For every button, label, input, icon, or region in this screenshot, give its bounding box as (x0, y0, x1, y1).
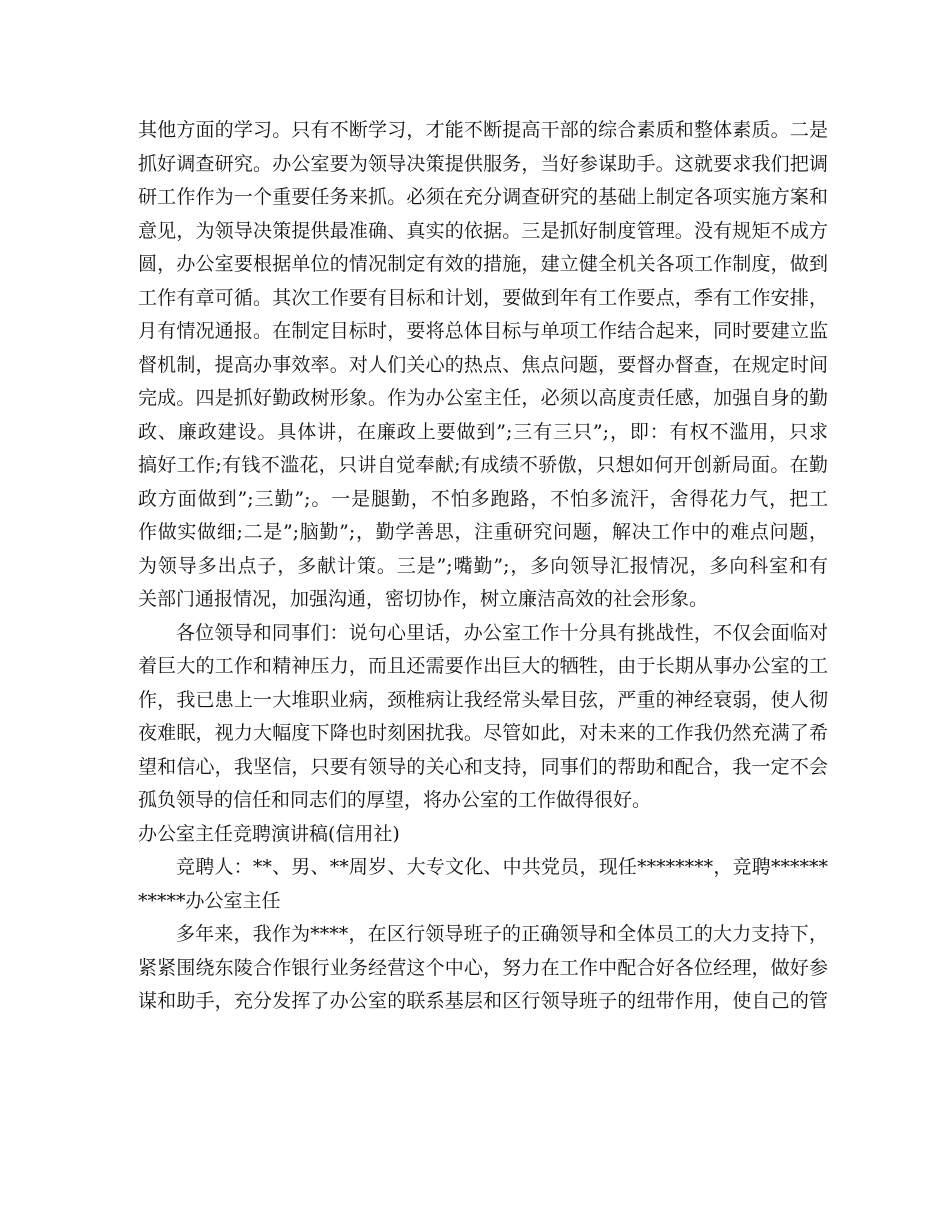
text-line: 工作有章可循。其次工作要有目标和计划，要做到年有工作要点，季有工作安排， (138, 286, 828, 309)
text-line: 紧紧围绕东陵合作银行业务经营这个中心，努力在工作中配合好各位经理，做好参 (138, 956, 828, 979)
text-line: 望和信心，我坚信，只要有领导的关心和支持，同事们的帮助和配合，我一定不会 (138, 755, 828, 778)
paragraph-candidate-info (138, 851, 828, 918)
text-line: *****办公室主任 (138, 889, 281, 912)
text-line: 月有情况通报。在制定目标时，要将总体目标与单项工作结合起来，同时要建立监 (138, 320, 828, 342)
paragraph-closing-remarks (138, 617, 828, 818)
text-line: 孤负领导的信任和同志们的厚望，将办公室的工作做得很好。 (138, 789, 652, 811)
text-line: 谋和助手，充分发挥了办公室的联系基层和区行领导班子的纽带作用，使自己的管 (138, 990, 828, 1012)
text-line: 各位领导和同事们：说句心里话，办公室工作十分具有挑战性，不仅会面临对 (176, 621, 828, 644)
text-line: 意见，为领导决策提供最准确、真实的依据。三是抓好制度管理。没有规矩不成方 (138, 219, 828, 242)
text-line: 督机制，提高办事效率。对人们关心的热点、焦点问题，要督办督查，在规定时间 (138, 353, 828, 376)
paragraph-work-methods (138, 114, 828, 617)
text-line: 政、廉政建设。具体讲，在廉政上要做到”;三有三只”;，即：有权不滥用，只求 (138, 420, 828, 443)
text-line: 搞好工作;有钱不滥花，只讲自觉奉献;有成绩不骄傲，只想如何开创新局面。在勤 (138, 454, 828, 476)
text-line: 为领导多出点子，多献计策。三是”;嘴勤”;，多向领导汇报情况，多向科室和有 (138, 554, 828, 577)
text-line: 多年来，我作为****，在区行领导班子的正确领导和全体员工的大力支持下， (176, 923, 828, 945)
text-line: 其他方面的学习。只有不断学习，才能不断提高干部的综合素质和整体素质。二是 (138, 119, 828, 141)
text-line: 关部门通报情况，加强沟通，密切协作，树立廉洁高效的社会形象。 (138, 588, 709, 610)
document-body (138, 114, 828, 1019)
text-line: 夜难眠，视力大幅度下降也时刻困扰我。尽管如此，对未来的工作我仍然充满了希 (138, 722, 828, 744)
text-line: 作，我已患上一大堆职业病，颈椎病让我经常头晕目弦，严重的神经衰弱，使人彻 (138, 688, 828, 711)
text-line: 抓好调查研究。办公室要为领导决策提供服务，当好参谋助手。这就要求我们把调 (138, 152, 828, 175)
paragraph-experience (138, 918, 828, 1019)
text-line: 作做实做细;二是”;脑勤”;，勤学善思，注重研究问题，解决工作中的难点问题， (138, 521, 828, 543)
heading-text: 办公室主任竞聘演讲稿(信用社) (138, 822, 400, 845)
text-line: 着巨大的工作和精神压力，而且还需要作出巨大的牺牲，由于长期从事办公室的工 (138, 655, 828, 677)
section-heading (138, 818, 828, 852)
text-line: 圆，办公室要根据单位的情况制定有效的措施，建立健全机关各项工作制度，做到 (138, 253, 828, 275)
text-line: 研工作作为一个重要任务来抓。必须在充分调查研究的基础上制定各项实施方案和 (138, 186, 828, 208)
text-line: 竞聘人：**、男、**周岁、大专文化、中共党员，现任********，竞聘****** (176, 856, 828, 878)
text-line: 政方面做到”;三勤”;。一是腿勤，不怕多跑路，不怕多流汗，舍得花力气，把工 (138, 487, 828, 510)
text-line: 完成。四是抓好勤政树形象。作为办公室主任，必须以高度责任感，加强自身的勤 (138, 387, 828, 409)
